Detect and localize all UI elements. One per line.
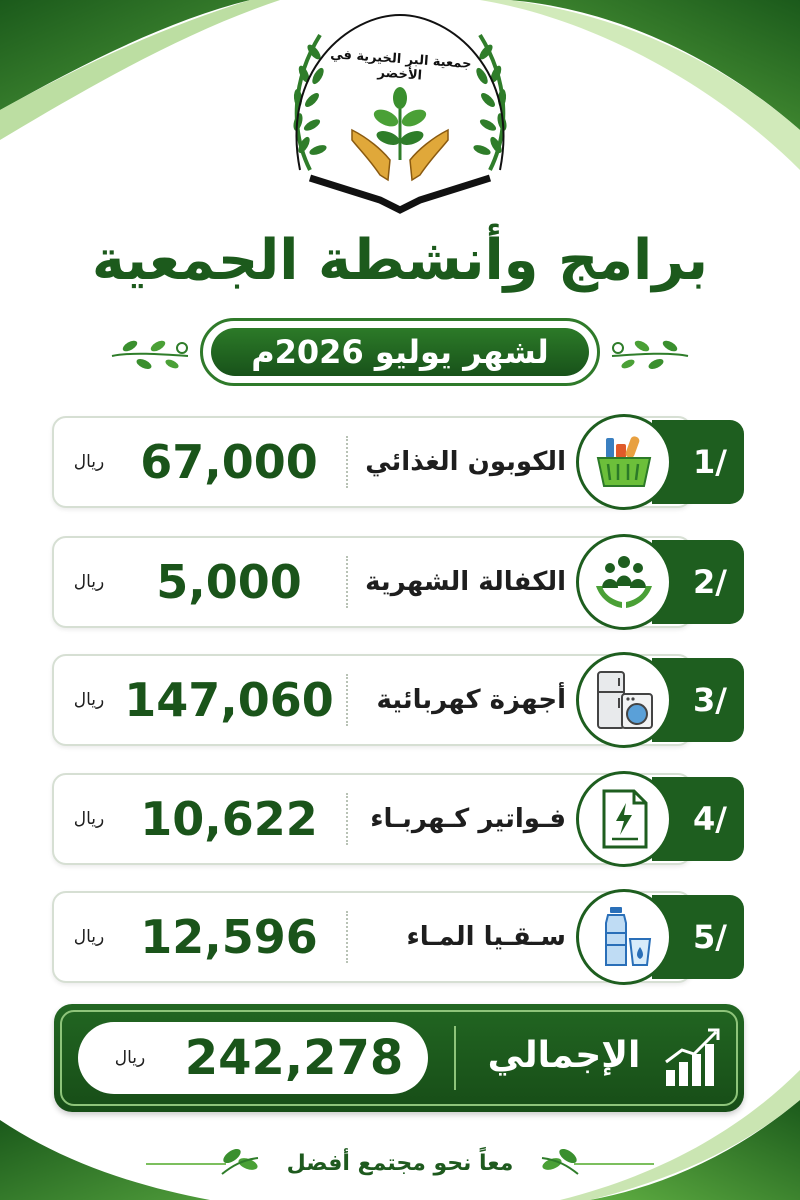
program-row [52, 773, 744, 867]
organization-logo [270, 10, 530, 225]
program-row [52, 891, 744, 985]
total-currency: ريال [114, 1048, 146, 1068]
program-row [52, 654, 744, 748]
row-currency: ريال [73, 452, 105, 472]
row-icon-badge [576, 414, 672, 510]
electricity-bill-icon [592, 787, 656, 851]
row-amount: 67,000 [140, 435, 318, 489]
grocery-basket-icon [592, 430, 656, 494]
row-currency: ريال [73, 927, 105, 947]
row-number: /4 [693, 800, 727, 838]
row-icon-badge [576, 652, 672, 748]
left-sprig-icon [110, 326, 190, 376]
row-label: الكفالة الشهرية [365, 567, 566, 597]
subtitle-banner [110, 314, 690, 390]
footer-line-right [574, 1163, 654, 1165]
row-divider [346, 556, 348, 608]
total-pill [78, 1022, 428, 1094]
row-label: سـقـيا المـاء [406, 922, 566, 952]
row-currency: ريال [73, 572, 105, 592]
subtitle-pill [200, 318, 600, 386]
total-divider [454, 1026, 456, 1090]
row-icon-badge [576, 771, 672, 867]
page-title: برامج وأنشطة الجمعية [91, 228, 709, 293]
subtitle-text: لشهر يوليو 2026م [211, 328, 589, 376]
row-currency: ريال [73, 809, 105, 829]
footer-line-left [146, 1163, 226, 1165]
row-label: الكوبون الغذائي [365, 447, 566, 477]
growth-chart-icon [662, 1024, 724, 1090]
program-row [52, 536, 744, 630]
row-amount: 10,622 [140, 792, 318, 846]
row-icon-badge [576, 534, 672, 630]
row-number: /1 [693, 443, 727, 481]
row-divider [346, 911, 348, 963]
row-divider [346, 674, 348, 726]
family-care-icon [592, 550, 656, 614]
row-icon-badge [576, 889, 672, 985]
row-amount: 5,000 [156, 555, 302, 609]
right-sprig-icon [610, 326, 690, 376]
program-row [52, 416, 744, 510]
footer-slogan: معاً نحو مجتمع أفضل [286, 1151, 514, 1176]
row-divider [346, 436, 348, 488]
water-bottle-icon [592, 905, 656, 969]
leaf-icon [538, 1138, 582, 1178]
total-banner [54, 1004, 744, 1112]
row-number: /3 [693, 681, 727, 719]
row-number: /5 [693, 918, 727, 956]
row-label: أجهزة كهربائية [376, 685, 566, 715]
logo-org-name: جمعية البر الخيرية في الأخضر [329, 47, 472, 84]
row-currency: ريال [73, 690, 105, 710]
row-amount: 12,596 [140, 910, 318, 964]
row-amount: 147,060 [124, 673, 334, 727]
appliances-icon [592, 668, 656, 732]
row-label: فـواتير كـهربـاء [370, 804, 566, 834]
total-amount: 242,278 [184, 1030, 404, 1086]
row-number: /2 [693, 563, 727, 601]
total-label: الإجمالي [487, 1035, 641, 1076]
row-divider [346, 793, 348, 845]
